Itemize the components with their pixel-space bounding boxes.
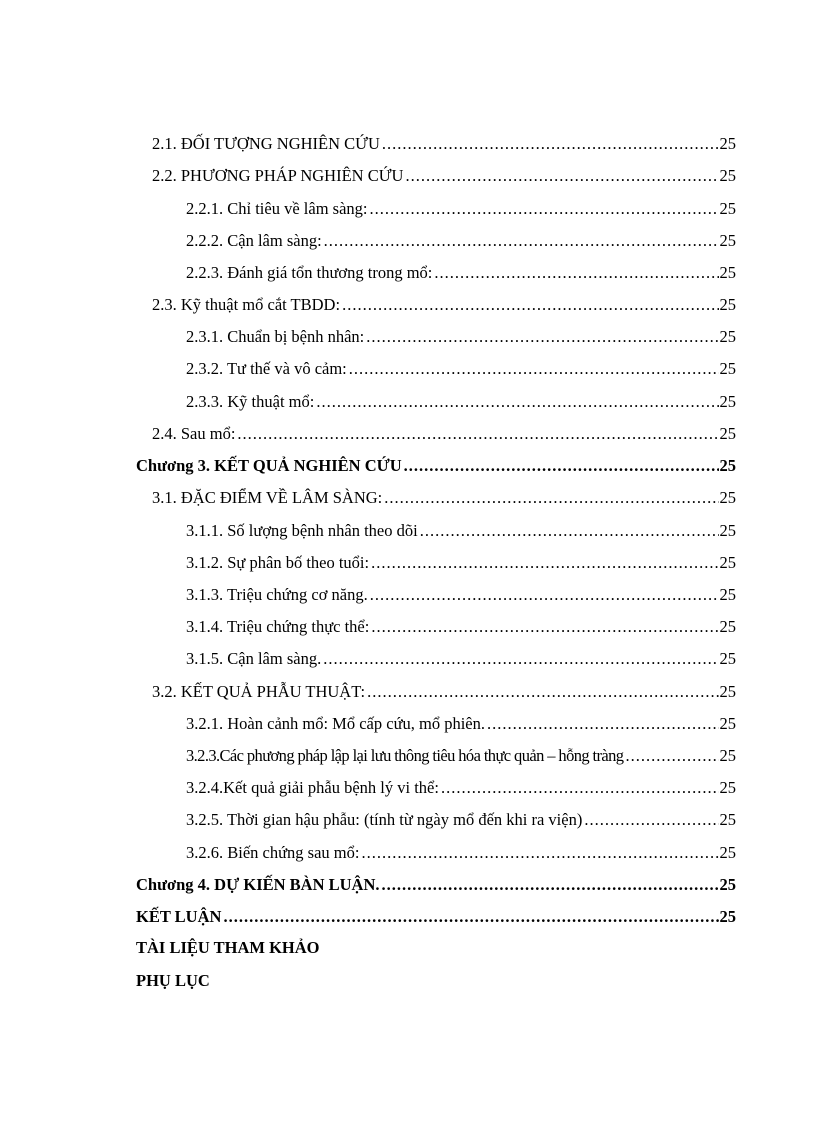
toc-entry-label: 2.3.2. Tư thế và vô cảm: — [186, 359, 347, 378]
toc-entry[interactable] — [186, 357, 736, 381]
dot-leader — [441, 776, 719, 800]
toc-entry[interactable] — [152, 422, 736, 446]
toc-entry-label: 3.2.4.Kết quả giải phẫu bệnh lý vi thể: — [186, 778, 439, 797]
dot-leader — [370, 583, 719, 607]
toc-entry-page: 25 — [719, 810, 736, 829]
toc-entry[interactable] — [152, 293, 736, 317]
toc-entry[interactable] — [152, 486, 736, 510]
dot-leader — [420, 519, 719, 543]
dot-leader — [223, 905, 718, 929]
dot-leader — [349, 357, 719, 381]
toc-entry-label: 3.1.1. Số lượng bệnh nhân theo dõi — [186, 521, 418, 540]
toc-entry-page: 25 — [719, 649, 736, 668]
toc-entry-label: 2.2.1. Chỉ tiêu về lâm sàng: — [186, 199, 368, 218]
dot-leader — [361, 841, 718, 865]
toc-entry-page: 25 — [719, 392, 736, 411]
toc-entry-page: 25 — [719, 134, 736, 153]
dot-leader — [405, 164, 718, 188]
dot-leader — [369, 197, 718, 221]
toc-entry-label: 3.1.4. Triệu chứng thực thể: — [186, 617, 370, 636]
toc-entry-page: 25 — [719, 199, 736, 218]
toc-entry[interactable] — [186, 841, 736, 865]
toc-entry-label: 3.1.5. Cận lâm sàng. — [186, 649, 322, 668]
dot-leader — [237, 422, 718, 446]
toc-entry-label: 2.3.3. Kỹ thuật mổ: — [186, 392, 315, 411]
toc-entry-page: 25 — [719, 843, 736, 862]
dot-leader — [404, 454, 719, 478]
dot-leader — [316, 390, 718, 414]
toc-entry-page: 25 — [719, 617, 736, 636]
toc-entry-page: 25 — [719, 553, 736, 572]
toc-entry[interactable] — [186, 776, 736, 800]
toc-appendix-heading[interactable]: PHỤ LỤC — [136, 971, 210, 990]
toc-entry-label: 3.1.2. Sự phân bố theo tuổi: — [186, 553, 370, 572]
toc-entry[interactable] — [186, 390, 736, 414]
toc-entry-label: 3.1.3. Triệu chứng cơ năng. — [186, 585, 368, 604]
toc-entry-label: 3.2.1. Hoàn cảnh mổ: Mổ cấp cứu, mổ phiên. — [186, 714, 486, 733]
dot-leader — [366, 325, 718, 349]
toc-entry[interactable] — [186, 551, 736, 575]
toc-entry[interactable] — [186, 712, 736, 736]
toc-entry[interactable] — [186, 197, 736, 221]
toc-chapter-entry[interactable] — [136, 873, 736, 897]
dot-leader — [367, 680, 718, 704]
toc-entry-page: 25 — [719, 231, 736, 250]
toc-chapter-entry[interactable] — [136, 905, 736, 929]
toc-entry-label: Chương 4. DỰ KIẾN BÀN LUẬN. — [136, 875, 380, 894]
dot-leader — [342, 293, 718, 317]
dot-leader — [487, 712, 718, 736]
toc-entry-page: 25 — [719, 327, 736, 346]
dot-leader — [323, 647, 718, 671]
toc-entry-label: 2.3.1. Chuẩn bị bệnh nhân: — [186, 327, 365, 346]
dot-leader — [371, 551, 718, 575]
dot-leader — [434, 261, 718, 285]
toc-entry[interactable] — [186, 647, 736, 671]
toc-entry[interactable] — [186, 808, 736, 832]
toc-entry-page: 25 — [719, 359, 736, 378]
toc-entry-page: 25 — [719, 263, 736, 282]
toc-entry-label: 2.2. PHƯƠNG PHÁP NGHIÊN CỨU — [152, 166, 404, 185]
toc-entry[interactable] — [186, 519, 736, 543]
toc-entry-label: 3.2.5. Thời gian hậu phẫu: (tính từ ngày mổ đến khi ra viện) — [186, 810, 583, 829]
toc-references-heading[interactable]: TÀI LIỆU THAM KHẢO — [136, 938, 320, 957]
toc-entry-label: KẾT LUẬN — [136, 907, 222, 926]
toc-entry-page: 25 — [719, 682, 736, 701]
toc-entry-page: 25 — [719, 488, 736, 507]
toc-entry-label: 2.3. Kỹ thuật mổ cắt TBDD: — [152, 295, 341, 314]
toc-entry[interactable] — [186, 583, 736, 607]
dot-leader — [584, 808, 718, 832]
toc-entry-page: 25 — [719, 521, 736, 540]
toc-entry-label: 2.2.2. Cận lâm sàng: — [186, 231, 322, 250]
toc-entry-page: 25 — [719, 714, 736, 733]
toc-entry-label: 3.1. ĐẶC ĐIỂM VỀ LÂM SÀNG: — [152, 488, 383, 507]
toc-entry-page: 25 — [719, 746, 736, 765]
toc-entry[interactable] — [152, 132, 736, 156]
toc-entry[interactable] — [152, 164, 736, 188]
dot-leader — [382, 873, 719, 897]
dot-leader — [625, 744, 718, 768]
toc-entry-page: 25 — [719, 778, 736, 797]
toc-chapter-entry[interactable] — [136, 454, 736, 478]
toc-entry-label: 2.4. Sau mổ: — [152, 424, 236, 443]
toc-entry-label: 2.1. ĐỐI TƯỢNG NGHIÊN CỨU — [152, 134, 380, 153]
dot-leader — [324, 229, 719, 253]
toc-entry-page: 25 — [719, 295, 736, 314]
toc-entry-page: 25 — [719, 907, 736, 926]
toc-entry-page: 25 — [719, 424, 736, 443]
toc-entry[interactable] — [186, 615, 736, 639]
dot-leader — [384, 486, 718, 510]
toc-entry-label: 3.2.6. Biến chứng sau mổ: — [186, 843, 360, 862]
toc-entry[interactable] — [152, 680, 736, 704]
toc-entry-page: 25 — [719, 456, 736, 475]
toc-entry-label: 3.2. KẾT QUẢ PHẪU THUẬT: — [152, 682, 366, 701]
toc-entry[interactable] — [186, 261, 736, 285]
toc-entry-page: 25 — [719, 585, 736, 604]
dot-leader — [371, 615, 718, 639]
toc-entry[interactable] — [186, 325, 736, 349]
toc-entry-page: 25 — [719, 875, 736, 894]
toc-entry-label: 3.2.3.Các phương pháp lập lại lưu thông tiêu hóa thực quản – hỗng tràng — [186, 746, 624, 765]
toc-entry-label: Chương 3. KẾT QUẢ NGHIÊN CỨU — [136, 456, 402, 475]
toc-entry[interactable] — [186, 229, 736, 253]
toc-entry-page: 25 — [719, 166, 736, 185]
dot-leader — [382, 132, 719, 156]
toc-entry[interactable] — [186, 744, 736, 768]
toc-entry-label: 2.2.3. Đánh giá tổn thương trong mổ: — [186, 263, 433, 282]
